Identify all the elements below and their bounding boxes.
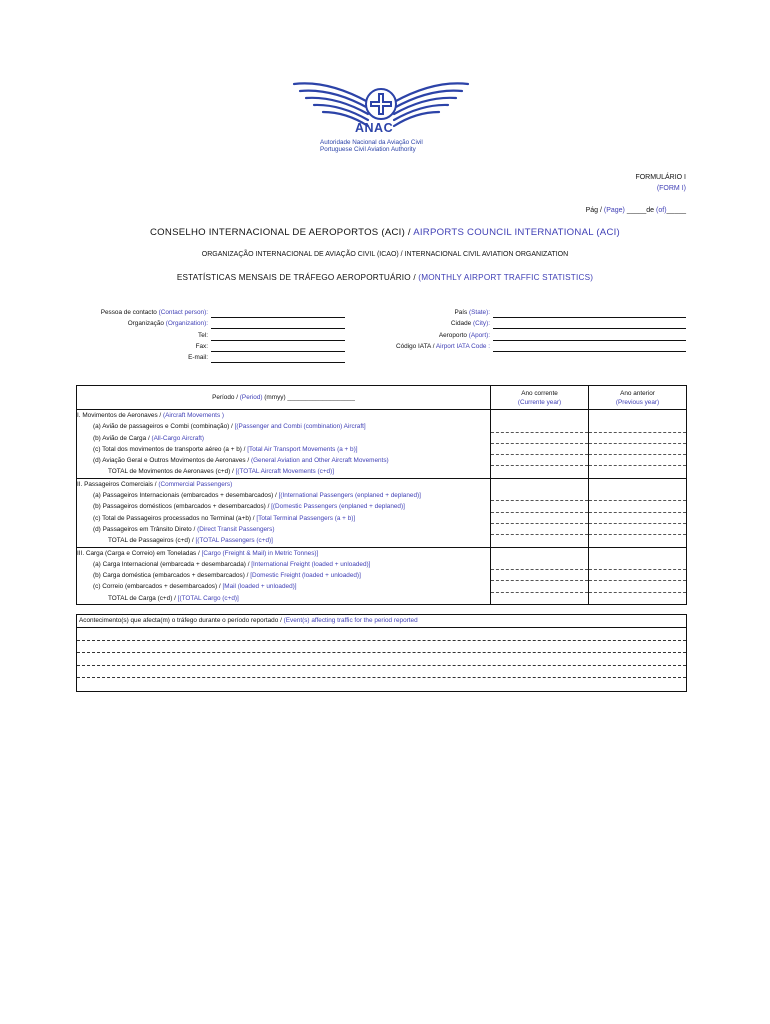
form-label-pt: FORMULÁRIO I: [635, 174, 686, 181]
events-line[interactable]: [77, 678, 686, 691]
logo-subtitle-pt: Autoridade Nacional da Aviação Civil: [320, 139, 423, 146]
iata-code-field[interactable]: [493, 351, 686, 352]
table-row: (a) Carga Internacional (embarcada + desembarcada) / [International Freight (loaded + unloaded)]: [93, 560, 371, 568]
table-row: TOTAL de Movimentos de Aeronaves (c+d) / [(TOTAL Aircraft Movements (c+d)]: [108, 468, 335, 476]
previous-year-header: Ano anterior (Previous year): [588, 386, 686, 410]
events-box: [76, 614, 687, 692]
label-organization: Organização (Organization):: [127, 320, 208, 327]
section-commercial-passengers: [77, 478, 687, 547]
events-line[interactable]: [77, 666, 686, 679]
logo-acronym: ANAC: [355, 121, 394, 135]
label-email: E-mail:: [188, 354, 208, 361]
section-cargo: [77, 547, 687, 604]
title-council-en: AIRPORTS COUNCIL INTERNATIONAL (ACI): [413, 227, 620, 238]
page-label-en: (Page): [603, 207, 625, 214]
table-row: (c) Total de Passageiros processados no Terminal (a+b) / [Total Terminal Passengers (a + b)]: [93, 514, 356, 522]
logo-subtitle-en: Portuguese Civil Aviation Authority: [320, 146, 416, 154]
page-tail: _____: [666, 207, 686, 214]
table-row: (a) Avião de passageiros e Combi (combinação) / [(Passenger and Combi (combination) Aircraft]: [93, 423, 366, 431]
table-header-row: [77, 386, 687, 410]
airport-field[interactable]: [493, 340, 686, 341]
stats-title-en: (MONTHLY AIRPORT TRAFFIC STATISTICS): [418, 273, 594, 282]
state-field[interactable]: [493, 317, 686, 318]
label-contact-person: Pessoa de contacto (Contact person):: [100, 309, 208, 316]
label-state: País (State):: [454, 309, 490, 316]
city-field[interactable]: [493, 328, 686, 329]
contact-person-field[interactable]: [211, 317, 345, 318]
label-city: Cidade (City):: [450, 320, 490, 327]
icao-subtitle: ORGANIZAÇÃO INTERNACIONAL DE AVIAÇÃO CIVIL (ICAO) / INTERNACIONAL CIVIL AVIATION ORGANIZATION: [201, 251, 569, 258]
events-line[interactable]: [77, 653, 686, 666]
page-title: [0, 227, 770, 238]
organization-field[interactable]: [211, 328, 345, 329]
tel-field[interactable]: [211, 340, 345, 341]
stats-title-pt: ESTATÍSTICAS MENSAIS DE TRÁFEGO AEROPORTUÁRIO /: [176, 273, 419, 282]
aircraft-current-values[interactable]: [491, 410, 589, 479]
email-field[interactable]: [211, 362, 345, 363]
table-row: (b) Avião de Carga / (All-Cargo Aircraft): [93, 434, 205, 442]
page-sep: _____de: [624, 207, 657, 214]
passengers-current-values[interactable]: [491, 478, 589, 547]
title-council-pt: CONSELHO INTERNACIONAL DE AEROPORTOS (ACI) /: [150, 227, 414, 238]
cargo-previous-values[interactable]: [588, 547, 686, 604]
table-row: (a) Passageiros Internacionais (embarcados + desembarcados) / [(International Passengers (enplaned + deplaned)]: [93, 492, 421, 500]
fax-field[interactable]: [211, 351, 345, 352]
table-row: (c) Total dos movimentos de transporte aéreo (a + b) / [Total Air Transport Movements (a + b)]: [93, 445, 358, 453]
period-cell: Período / (Period) (mmyy) ___________________: [77, 386, 491, 410]
section-aircraft-movements: [77, 410, 687, 479]
passengers-labels: [77, 478, 491, 547]
statistics-table: [76, 385, 687, 605]
events-title: Acontecimento(s) que afecta(m) o tráfego durante o período reportado / (Event(s) affecting traffic for the period reported: [77, 615, 686, 628]
form-identifier: [635, 172, 686, 194]
cargo-labels: [77, 547, 491, 604]
label-iata-code: Código IATA / Airport IATA Code :: [395, 343, 490, 350]
table-row: TOTAL de Carga (c+d) / [(TOTAL Cargo (c+d)]: [108, 594, 239, 602]
page-of-en: (of): [656, 207, 667, 214]
cargo-current-values[interactable]: [491, 547, 589, 604]
table-row: (c) Correio (embarcados + desembarcados) / [Mail (loaded + unloaded)]: [93, 583, 297, 591]
table-row: III. Carga (Carga e Correio) em Toneladas / [Cargo (Freight & Mail) in Metric Tonnes)]: [77, 549, 319, 557]
events-line[interactable]: [77, 628, 686, 641]
page-label-pt: Pág /: [585, 207, 604, 214]
page-counter: [586, 207, 686, 214]
passengers-previous-values[interactable]: [588, 478, 686, 547]
stats-title: [0, 273, 770, 282]
table-row: (b) Passageiros domésticos (embarcados + desembarcados) / [(Domestic Passengers (enplaned + deplaned)]: [93, 503, 405, 511]
label-airport: Aeroporto (Aport):: [438, 332, 490, 339]
events-line[interactable]: [77, 641, 686, 654]
current-year-header: Ano corrente (Currente year): [491, 386, 589, 410]
logo-subtitle: [320, 139, 450, 154]
table-row: (d) Passageiros em Trânsito Direto / (Direct Transit Passengers): [93, 525, 275, 533]
aircraft-previous-values[interactable]: [588, 410, 686, 479]
table-row: TOTAL de Passageiros (c+d) / [(TOTAL Passengers (c+d)]: [108, 537, 273, 545]
table-row: II. Passageiros Comerciais / (Commercial Passengers): [77, 480, 233, 488]
label-tel: Tel:: [198, 332, 208, 339]
table-row: I. Movimentos de Aeronaves / (Aircraft Movements ): [77, 412, 225, 419]
form-label-en: (FORM I): [656, 185, 686, 192]
table-row: (b) Carga doméstica (embarcados + desembarcados) / [Domestic Freight (loaded + unloaded)]: [93, 572, 361, 580]
table-row: (d) Aviação Geral e Outros Movimentos de Aeronaves / (General Aviation and Other Aircraft Movements): [93, 457, 389, 465]
label-fax: Fax:: [195, 343, 208, 350]
aircraft-movements-labels: [77, 410, 491, 479]
